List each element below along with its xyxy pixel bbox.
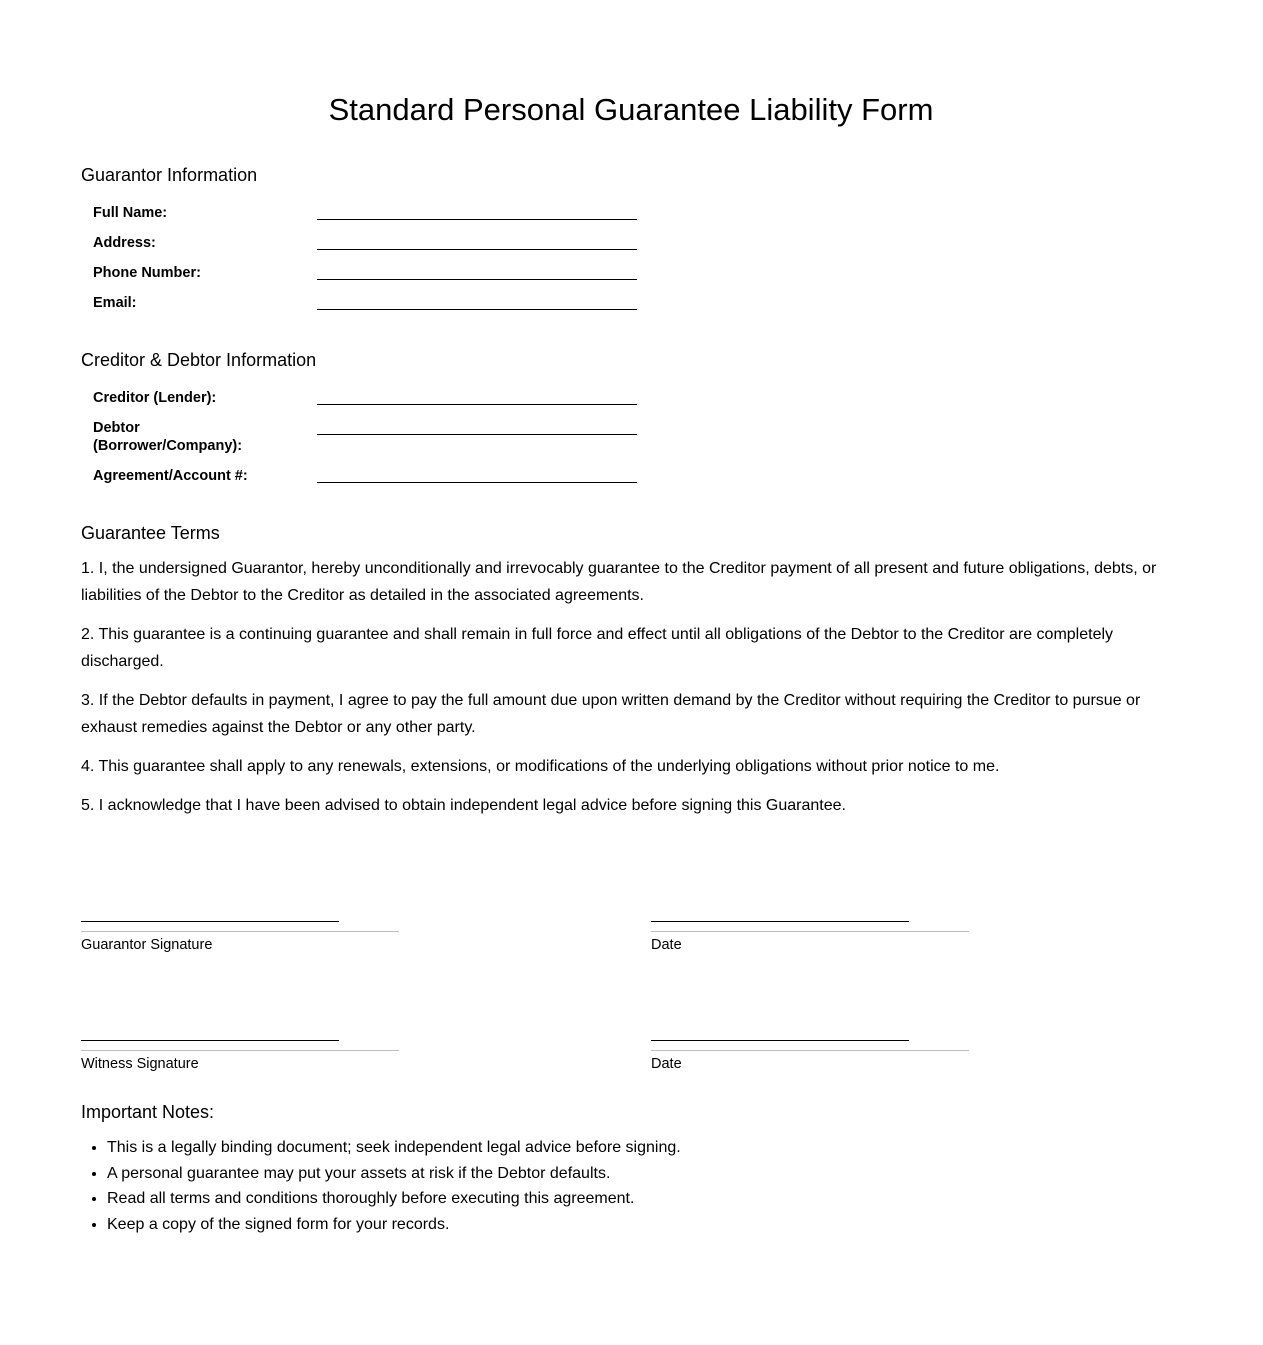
note-item: • This is a legally binding document; seek independent legal advice before signing. bbox=[107, 1135, 1107, 1161]
email-field[interactable] bbox=[317, 309, 637, 310]
creditor-field[interactable] bbox=[317, 404, 637, 405]
phone-number-field[interactable] bbox=[317, 279, 637, 280]
phone-number-label: Phone Number: bbox=[93, 265, 201, 281]
guarantor-date-caption: Date bbox=[651, 937, 682, 953]
guarantor-signature-line[interactable] bbox=[81, 921, 339, 922]
address-field[interactable] bbox=[317, 249, 637, 250]
term-clause-3: 3. If the Debtor defaults in payment, I agree to pay the full amount due upon written demand by the Creditor without requiring the Creditor to pursue or exhaust remedies against the Debtor or any other party. bbox=[81, 692, 1141, 736]
agreement-account-field[interactable] bbox=[317, 482, 637, 483]
term-clause-5: 5. I acknowledge that I have been advised to obtain independent legal advice before signing this Guarantee. bbox=[81, 797, 846, 814]
full-name-label: Full Name: bbox=[93, 205, 168, 221]
guarantor-date-rule bbox=[651, 931, 969, 932]
notes-list bbox=[81, 1135, 1107, 1237]
creditor-label: Creditor (Lender): bbox=[93, 390, 217, 406]
witness-signature-rule bbox=[81, 1050, 399, 1051]
full-name-field[interactable] bbox=[317, 219, 637, 220]
guarantor-date-line[interactable] bbox=[651, 921, 909, 922]
guarantor-signature-caption: Guarantor Signature bbox=[81, 937, 213, 953]
guarantor-signature-rule bbox=[81, 931, 399, 932]
witness-signature-caption: Witness Signature bbox=[81, 1056, 199, 1072]
note-item: • Keep a copy of the signed form for your records. bbox=[107, 1212, 1107, 1238]
debtor-label: Debtor (Borrower/Company): bbox=[93, 420, 243, 454]
note-item: • A personal guarantee may put your assets at risk if the Debtor defaults. bbox=[107, 1161, 1107, 1187]
agreement-account-label: Agreement/Account #: bbox=[93, 468, 248, 484]
witness-signature-line[interactable] bbox=[81, 1040, 339, 1041]
guarantor-section-heading: Guarantor Information bbox=[81, 165, 258, 185]
document-title: Standard Personal Guarantee Liability Form bbox=[328, 92, 934, 127]
note-item: • Read all terms and conditions thoroughly before executing this agreement. bbox=[107, 1186, 1107, 1212]
witness-date-rule bbox=[651, 1050, 969, 1051]
notes-section-heading: Important Notes: bbox=[81, 1102, 215, 1122]
address-label: Address: bbox=[93, 235, 156, 251]
email-label: Email: bbox=[93, 295, 137, 311]
terms-section-heading: Guarantee Terms bbox=[81, 523, 220, 543]
term-clause-1: 1. I, the undersigned Guarantor, hereby unconditionally and irrevocably guarantee to the Creditor payment of all present and future obligations, debts, or liabilities of the Debtor to the Creditor as detailed in the associated agreements. bbox=[81, 560, 1157, 604]
witness-date-caption: Date bbox=[651, 1056, 682, 1072]
terms-body bbox=[81, 555, 1171, 831]
witness-date-line[interactable] bbox=[651, 1040, 909, 1041]
term-clause-4: 4. This guarantee shall apply to any renewals, extensions, or modifications of the underlying obligations without prior notice to me. bbox=[81, 758, 1000, 775]
debtor-field[interactable] bbox=[317, 434, 637, 435]
term-clause-2: 2. This guarantee is a continuing guarantee and shall remain in full force and effect until all obligations of the Debtor to the Creditor are completely discharged. bbox=[81, 626, 1114, 670]
creditor-section-heading: Creditor & Debtor Information bbox=[81, 350, 317, 370]
